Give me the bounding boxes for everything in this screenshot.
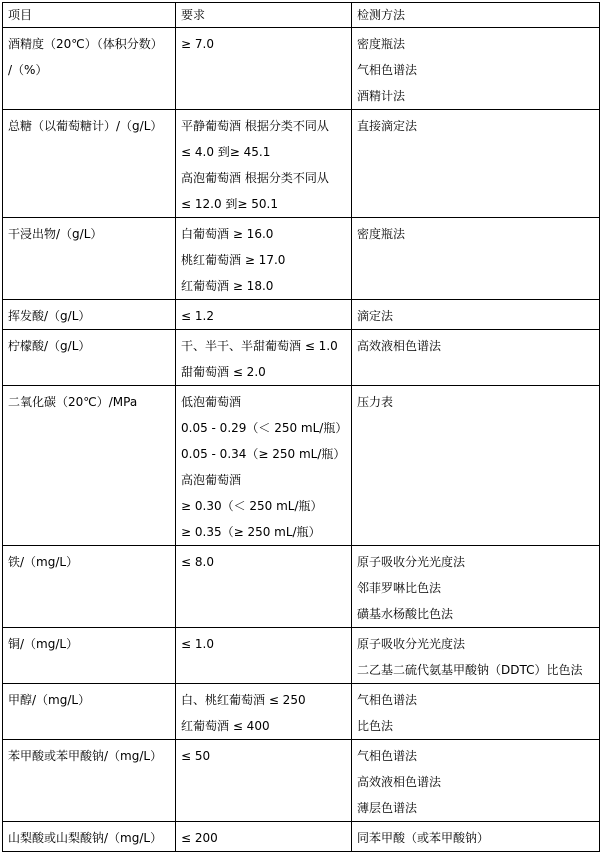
requirement-line: ≤ 1.0	[181, 637, 214, 651]
table-row	[3, 822, 600, 852]
requirement-line: ≥ 7.0	[181, 37, 214, 51]
header-method: 检测方法	[352, 3, 600, 28]
table-row	[3, 110, 600, 218]
method-cell	[352, 822, 600, 852]
item-line: 苯甲酸或苯甲酸钠/（mg/L）	[8, 749, 163, 763]
requirement-line: 红葡萄酒 ≥ 18.0	[181, 279, 274, 293]
item-line: 山梨酸或山梨酸钠/（mg/L）	[8, 831, 163, 845]
item-cell	[3, 386, 176, 546]
item-cell	[3, 110, 176, 218]
requirement-cell	[176, 300, 352, 330]
requirement-line: 高泡葡萄酒 根据分类不同从	[181, 171, 329, 185]
item-cell	[3, 218, 176, 300]
method-line: 邻菲罗啉比色法	[357, 581, 442, 595]
requirement-line: ≤ 4.0 到≥ 45.1	[181, 145, 271, 159]
item-line: 干浸出物/（g/L）	[8, 227, 103, 241]
requirement-line: ≤ 50	[181, 749, 211, 763]
requirement-line: ≤ 200	[181, 831, 218, 845]
requirement-cell	[176, 822, 352, 852]
method-cell	[352, 546, 600, 628]
method-line: 气相色谱法	[357, 749, 418, 763]
item-line: 挥发酸/（g/L）	[8, 309, 91, 323]
method-line: 薄层色谱法	[357, 801, 418, 815]
item-cell	[3, 822, 176, 852]
table-row	[3, 330, 600, 386]
item-cell	[3, 28, 176, 110]
method-cell	[352, 330, 600, 386]
method-line: 密度瓶法	[357, 227, 406, 241]
method-cell	[352, 300, 600, 330]
header-item: 项目	[3, 3, 176, 28]
requirement-line: ≥ 0.30（＜ 250 mL/瓶）	[181, 499, 323, 513]
method-cell	[352, 110, 600, 218]
header-requirement: 要求	[176, 3, 352, 28]
item-line: 铜/（mg/L）	[8, 637, 79, 651]
table-row	[3, 740, 600, 822]
requirement-line: 白、桃红葡萄酒 ≤ 250	[181, 693, 306, 707]
method-line: 密度瓶法	[357, 37, 406, 51]
requirement-cell	[176, 386, 352, 546]
requirement-line: ≤ 12.0 到≥ 50.1	[181, 197, 278, 211]
requirement-line: 甜葡萄酒 ≤ 2.0	[181, 365, 266, 379]
requirement-line: 白葡萄酒 ≥ 16.0	[181, 227, 274, 241]
requirement-cell	[176, 28, 352, 110]
method-line: 比色法	[357, 719, 394, 733]
requirement-line: ≤ 1.2	[181, 309, 214, 323]
requirement-cell	[176, 740, 352, 822]
table-row	[3, 628, 600, 684]
requirement-line: ≤ 8.0	[181, 555, 214, 569]
method-line: 高效液相色谱法	[357, 775, 442, 789]
requirement-cell	[176, 330, 352, 386]
table-body	[3, 3, 600, 852]
requirement-line: 平静葡萄酒 根据分类不同从	[181, 119, 329, 133]
item-cell	[3, 330, 176, 386]
method-line: 高效液相色谱法	[357, 339, 442, 353]
requirement-cell	[176, 218, 352, 300]
table-row	[3, 300, 600, 330]
method-line: 磺基水杨酸比色法	[357, 607, 454, 621]
item-cell	[3, 546, 176, 628]
item-line: 酒精度（20℃）（体积分数）	[8, 37, 163, 51]
method-line: 酒精计法	[357, 89, 406, 103]
item-cell	[3, 300, 176, 330]
method-line: 原子吸收分光光度法	[357, 637, 466, 651]
method-cell	[352, 386, 600, 546]
table-row	[3, 684, 600, 740]
method-line: 原子吸收分光光度法	[357, 555, 466, 569]
table-row	[3, 28, 600, 110]
item-line: 甲醇/（mg/L）	[8, 693, 91, 707]
method-cell	[352, 740, 600, 822]
item-line: 二氧化碳（20℃）/MPa	[8, 395, 138, 409]
requirement-line: 桃红葡萄酒 ≥ 17.0	[181, 253, 286, 267]
item-cell	[3, 684, 176, 740]
item-cell	[3, 740, 176, 822]
method-cell	[352, 218, 600, 300]
method-line: 压力表	[357, 395, 394, 409]
requirement-cell	[176, 684, 352, 740]
requirement-line: 低泡葡萄酒	[181, 395, 242, 409]
method-cell	[352, 628, 600, 684]
wine-standards-table	[2, 2, 600, 852]
method-line: 气相色谱法	[357, 693, 418, 707]
requirement-cell	[176, 546, 352, 628]
method-cell	[352, 28, 600, 110]
table-header-row	[3, 3, 600, 28]
table-row	[3, 218, 600, 300]
item-line: /（%）	[8, 63, 48, 77]
item-line: 柠檬酸/（g/L）	[8, 339, 91, 353]
item-line: 铁/（mg/L）	[8, 555, 79, 569]
method-line: 直接滴定法	[357, 119, 418, 133]
table-row	[3, 386, 600, 546]
table-row	[3, 546, 600, 628]
item-line: 总糖（以葡萄糖计）/（g/L）	[8, 119, 163, 133]
requirement-line: 干、半干、半甜葡萄酒 ≤ 1.0	[181, 339, 338, 353]
requirement-line: 高泡葡萄酒	[181, 473, 242, 487]
requirement-line: 0.05 - 0.29（＜ 250 mL/瓶）	[181, 421, 348, 435]
requirement-line: ≥ 0.35（≥ 250 mL/瓶）	[181, 525, 321, 539]
method-line: 二乙基二硫代氨基甲酸钠（DDTC）比色法	[357, 663, 583, 677]
item-cell	[3, 628, 176, 684]
method-line: 气相色谱法	[357, 63, 418, 77]
requirement-cell	[176, 628, 352, 684]
requirement-line: 0.05 - 0.34（≥ 250 mL/瓶）	[181, 447, 346, 461]
requirement-cell	[176, 110, 352, 218]
method-cell	[352, 684, 600, 740]
requirement-line: 红葡萄酒 ≤ 400	[181, 719, 270, 733]
method-line: 滴定法	[357, 309, 394, 323]
method-line: 同苯甲酸（或苯甲酸钠）	[357, 831, 490, 845]
